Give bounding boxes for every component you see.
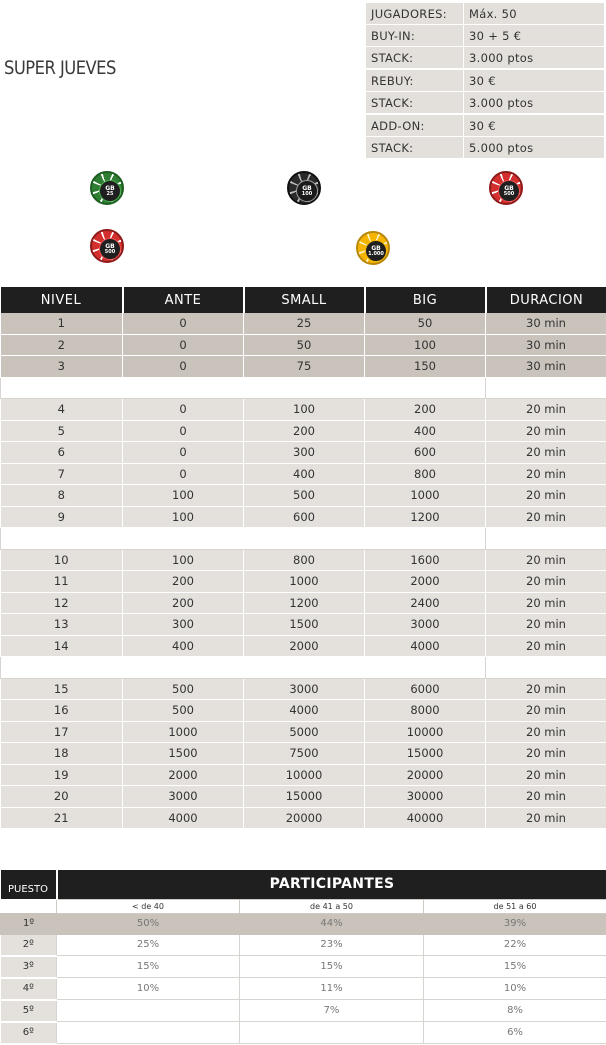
info-value: 30 € (464, 114, 605, 137)
break-row (1, 528, 606, 550)
table-row (1, 313, 606, 334)
blinds-cell: 20 min (486, 399, 606, 421)
blinds-cell: 20 min (486, 549, 606, 571)
header-small: SMALL (244, 287, 365, 313)
participants-ranges-row (1, 899, 606, 913)
table-row (1, 913, 606, 934)
blinds-cell: 30 min (486, 356, 606, 378)
table-row (1, 978, 606, 1000)
chip-logo: GB (105, 243, 115, 250)
chip-red-icon (489, 171, 523, 205)
blinds-cell: 100 (123, 549, 244, 571)
info-row-jugadores (366, 3, 605, 25)
blinds-cell: 20 min (486, 463, 606, 485)
blinds-cell: 20000 (365, 764, 486, 786)
break-cell (1, 377, 486, 399)
blinds-cell: 9 (1, 506, 123, 528)
table-row (1, 700, 606, 722)
info-label: BUY-IN: (366, 25, 464, 47)
blinds-cell: 4000 (244, 700, 365, 722)
blinds-cell: 20000 (244, 807, 365, 829)
blinds-cell: 8 (1, 485, 123, 507)
blinds-cell: 0 (123, 399, 244, 421)
info-row-buyin (366, 25, 605, 47)
blinds-cell: 4000 (123, 807, 244, 829)
blinds-body (1, 313, 606, 829)
chip-green-icon (90, 171, 124, 205)
blinds-cell: 15 (1, 678, 123, 700)
info-value: 3.000 ptos (464, 47, 605, 70)
blinds-cell: 3000 (244, 678, 365, 700)
blinds-cell: 16 (1, 700, 123, 722)
prize-percentage: 15% (240, 956, 424, 978)
table-row (1, 721, 606, 743)
blinds-cell: 7500 (244, 743, 365, 765)
chip-logo: GB (105, 185, 115, 192)
blinds-cell: 800 (365, 463, 486, 485)
chip-yellow-icon (356, 231, 390, 265)
header-big: BIG (365, 287, 486, 313)
table-row (1, 442, 606, 464)
info-value: Máx. 50 (464, 3, 605, 25)
info-label: REBUY: (366, 69, 464, 92)
info-label: JUGADORES: (366, 3, 464, 25)
prize-percentage: 11% (240, 978, 424, 1000)
blinds-cell: 20 min (486, 743, 606, 765)
chip-value: 500 (504, 192, 514, 197)
blinds-cell: 5000 (244, 721, 365, 743)
blinds-cell: 20 min (486, 420, 606, 442)
blinds-cell: 20 min (486, 678, 606, 700)
blinds-cell: 200 (123, 592, 244, 614)
blinds-cell: 0 (123, 334, 244, 356)
blinds-cell: 800 (244, 549, 365, 571)
blinds-cell: 2000 (123, 764, 244, 786)
blinds-cell: 500 (244, 485, 365, 507)
blinds-cell: 13 (1, 614, 123, 636)
blinds-cell: 3 (1, 356, 123, 378)
position-label: 1º (1, 913, 57, 934)
blinds-cell: 40000 (365, 807, 486, 829)
info-row-rebuy-stack (366, 92, 605, 115)
info-value: 30 + 5 € (464, 25, 605, 47)
blinds-cell: 20 min (486, 485, 606, 507)
blinds-cell: 10 (1, 549, 123, 571)
chip-red-icon (90, 229, 124, 263)
info-label: STACK: (366, 137, 464, 159)
table-row (1, 485, 606, 507)
table-row (1, 549, 606, 571)
table-row (1, 356, 606, 378)
info-label: ADD-ON: (366, 114, 464, 137)
blinds-cell: 0 (123, 356, 244, 378)
table-row (1, 956, 606, 978)
prize-percentage: 50% (57, 913, 240, 934)
table-row (1, 334, 606, 356)
blinds-cell: 1000 (244, 571, 365, 593)
chip-logo: GB (371, 245, 381, 252)
blinds-cell: 200 (365, 399, 486, 421)
table-row (1, 463, 606, 485)
blinds-cell: 20 min (486, 442, 606, 464)
info-value: 3.000 ptos (464, 92, 605, 115)
header-participantes: PARTICIPANTES (57, 870, 606, 899)
prize-percentage: 15% (57, 956, 240, 978)
header-ante: ANTE (123, 287, 244, 313)
prize-percentage: 6% (424, 1022, 606, 1044)
prize-percentage: 15% (424, 956, 606, 978)
chip-value: 1.000 (368, 252, 384, 257)
blinds-cell: 7 (1, 463, 123, 485)
blinds-cell: 400 (365, 420, 486, 442)
blinds-cell: 20 min (486, 786, 606, 808)
blinds-cell: 15000 (244, 786, 365, 808)
blinds-cell: 0 (123, 442, 244, 464)
prize-percentage (57, 1022, 240, 1044)
blinds-cell: 0 (123, 420, 244, 442)
chip-logo: GB (504, 185, 514, 192)
header-nivel: NIVEL (1, 287, 123, 313)
blinds-cell: 4 (1, 399, 123, 421)
prize-percentage: 7% (240, 1000, 424, 1022)
blinds-cell: 150 (365, 356, 486, 378)
blinds-cell: 30 min (486, 313, 606, 334)
table-row (1, 420, 606, 442)
info-row-addon-stack (366, 137, 605, 159)
blinds-cell: 21 (1, 807, 123, 829)
blinds-cell: 2000 (365, 571, 486, 593)
prize-percentage: 25% (57, 934, 240, 956)
blinds-cell: 8000 (365, 700, 486, 722)
prize-percentage: 10% (424, 978, 606, 1000)
position-label: 2º (1, 934, 57, 956)
table-row (1, 786, 606, 808)
blinds-cell: 5 (1, 420, 123, 442)
break-cell (486, 528, 606, 550)
position-label: 5º (1, 1000, 57, 1022)
break-row (1, 657, 606, 679)
tournament-info-table (366, 3, 605, 159)
table-row (1, 506, 606, 528)
participants-range: de 41 a 50 (240, 899, 424, 913)
blinds-cell: 3000 (123, 786, 244, 808)
prize-percentage: 23% (240, 934, 424, 956)
blinds-cell: 1 (1, 313, 123, 334)
blinds-cell: 1200 (244, 592, 365, 614)
blinds-cell: 6000 (365, 678, 486, 700)
info-value: 30 € (464, 69, 605, 92)
table-row (1, 743, 606, 765)
blinds-cell: 17 (1, 721, 123, 743)
blinds-cell: 10000 (365, 721, 486, 743)
blinds-cell: 200 (244, 420, 365, 442)
info-label: STACK: (366, 92, 464, 115)
chip-value: 25 (107, 192, 114, 197)
blinds-cell: 100 (123, 485, 244, 507)
header-duracion: DURACION (486, 287, 606, 313)
blinds-cell: 30000 (365, 786, 486, 808)
prize-percentage: 8% (424, 1000, 606, 1022)
blinds-cell: 19 (1, 764, 123, 786)
blinds-cell: 25 (244, 313, 365, 334)
participants-range: de 51 a 60 (424, 899, 606, 913)
blinds-cell: 18 (1, 743, 123, 765)
blinds-cell: 10000 (244, 764, 365, 786)
blinds-cell: 20 min (486, 506, 606, 528)
position-label: 3º (1, 956, 57, 978)
chip-value: 100 (302, 192, 312, 197)
blinds-cell: 6 (1, 442, 123, 464)
blinds-cell: 200 (123, 571, 244, 593)
blinds-header-row (1, 287, 606, 313)
blinds-cell: 20 min (486, 635, 606, 657)
blinds-cell: 1200 (365, 506, 486, 528)
prize-percentage: 10% (57, 978, 240, 1000)
blinds-cell: 15000 (365, 743, 486, 765)
blinds-cell: 50 (244, 334, 365, 356)
blank-cell (1, 899, 57, 913)
blinds-cell: 600 (365, 442, 486, 464)
blinds-cell: 20 min (486, 721, 606, 743)
prize-percentage: 22% (424, 934, 606, 956)
blinds-cell: 75 (244, 356, 365, 378)
blinds-cell: 30 min (486, 334, 606, 356)
blinds-cell: 1500 (123, 743, 244, 765)
blinds-cell: 100 (365, 334, 486, 356)
table-row (1, 614, 606, 636)
blinds-cell: 20 (1, 786, 123, 808)
blinds-cell: 400 (244, 463, 365, 485)
blinds-cell: 0 (123, 463, 244, 485)
table-row (1, 571, 606, 593)
info-row-stack (366, 47, 605, 70)
blinds-cell: 20 min (486, 571, 606, 593)
blinds-cell: 2000 (244, 635, 365, 657)
prize-percentage (57, 1000, 240, 1022)
blinds-cell: 600 (244, 506, 365, 528)
blinds-cell: 11 (1, 571, 123, 593)
blinds-cell: 20 min (486, 764, 606, 786)
blinds-cell: 1500 (244, 614, 365, 636)
blinds-cell: 2 (1, 334, 123, 356)
blinds-cell: 20 min (486, 614, 606, 636)
table-row (1, 934, 606, 956)
chip-black-icon (287, 171, 321, 205)
blinds-cell: 20 min (486, 592, 606, 614)
blinds-cell: 4000 (365, 635, 486, 657)
prize-percentage: 39% (424, 913, 606, 934)
position-label: 4º (1, 978, 57, 1000)
prize-distribution-table (0, 870, 606, 1045)
break-cell (1, 657, 486, 679)
chip-logo: GB (302, 185, 312, 192)
blinds-cell: 50 (365, 313, 486, 334)
blinds-cell: 500 (123, 678, 244, 700)
table-row (1, 592, 606, 614)
break-row (1, 377, 606, 399)
blinds-cell: 2400 (365, 592, 486, 614)
break-cell (486, 377, 606, 399)
prize-percentage: 44% (240, 913, 424, 934)
blinds-cell: 14 (1, 635, 123, 657)
blinds-cell: 1000 (123, 721, 244, 743)
table-row (1, 764, 606, 786)
info-row-addon (366, 114, 605, 137)
break-cell (1, 528, 486, 550)
chip-value: 500 (105, 250, 115, 255)
table-row (1, 678, 606, 700)
blinds-cell: 20 min (486, 807, 606, 829)
blinds-cell: 500 (123, 700, 244, 722)
blinds-structure-table (0, 287, 606, 829)
blinds-cell: 400 (123, 635, 244, 657)
break-cell (486, 657, 606, 679)
blinds-cell: 3000 (365, 614, 486, 636)
blinds-cell: 0 (123, 313, 244, 334)
table-row (1, 399, 606, 421)
prize-percentage (240, 1022, 424, 1044)
blinds-cell: 300 (123, 614, 244, 636)
prize-body (1, 899, 606, 1044)
table-row (1, 1022, 606, 1044)
page-title: SUPER JUEVES (4, 57, 116, 79)
blinds-cell: 1000 (365, 485, 486, 507)
blinds-cell: 20 min (486, 700, 606, 722)
blinds-cell: 100 (123, 506, 244, 528)
info-row-rebuy (366, 69, 605, 92)
table-row (1, 807, 606, 829)
header-puesto: PUESTO (1, 870, 57, 899)
blinds-cell: 1600 (365, 549, 486, 571)
participants-range: < de 40 (57, 899, 240, 913)
blinds-cell: 12 (1, 592, 123, 614)
position-label: 6º (1, 1022, 57, 1044)
info-value: 5.000 ptos (464, 137, 605, 159)
table-row (1, 1000, 606, 1022)
blinds-cell: 300 (244, 442, 365, 464)
table-row (1, 635, 606, 657)
blinds-cell: 100 (244, 399, 365, 421)
info-label: STACK: (366, 47, 464, 70)
